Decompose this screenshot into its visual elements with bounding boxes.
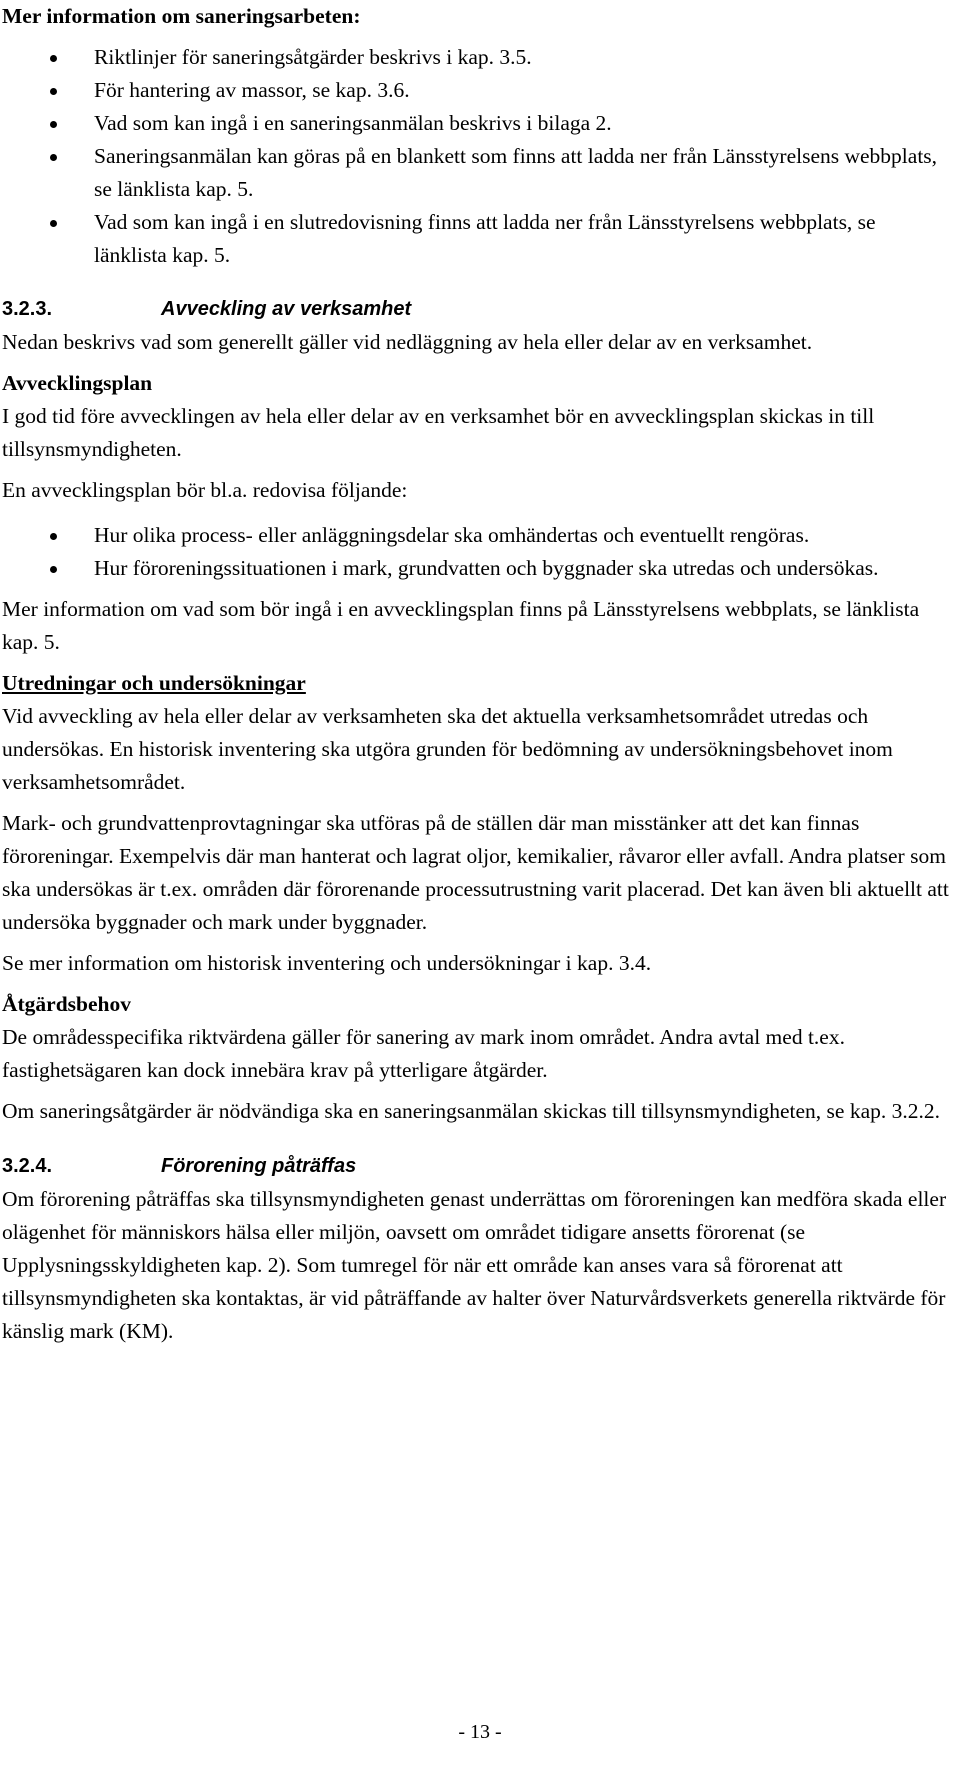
plan-more-info: Mer information om vad som bör ingå i en avvecklingsplan finns på Länsstyrelsens webbplats, se länklista kap. 5. — [2, 597, 920, 654]
section-title: Förorening påträffas — [161, 1155, 357, 1177]
document-page — [2, 0, 952, 1348]
investigations-text: Vid avveckling av hela eller delar av verksamheten ska det aktuella verksamhetsområdet utredas och undersökas. En historisk inventering ska utgöra grunden för bedömning av undersökningsbehovet inom verksamhetsområdet. — [2, 704, 893, 794]
measures-text: De områdesspecifika riktvärdena gäller för sanering av mark inom området. Andra avtal med t.ex. fastighetsägaren kan dock innebära krav på ytterligare åtgärder. — [2, 1025, 845, 1082]
investigations-heading-text: Utredningar och undersökningar — [2, 671, 306, 695]
plan-text: I god tid före avvecklingen av hela eller delar av en verksamhet bör en avvecklingsplan skickas in till tillsynsmyndigheten. — [2, 404, 875, 461]
section-intro: Nedan beskrivs vad som generellt gäller vid nedläggning av hela eller delar av en verksamhet. — [2, 330, 813, 354]
sampling-text: Mark- och grundvattenprovtagningar ska utföras på de ställen där man misstänker att det kan finnas föroreningar. Exempelvis där man hanterat och lagrat oljor, kemikalier, råvaror eller avfall. Andra platser som ska undersökas är t.ex. områden där förorenande processutrustning varit placerad. Det kan även bli aktuellt att undersöka byggnader och mark under byggnader. — [2, 811, 949, 934]
measures-notice: Om saneringsåtgärder är nödvändiga ska en saneringsanmälan skickas till tillsynsmyndigheten, se kap. 3.2.2. — [2, 1099, 941, 1123]
section-number: 3.2.4. — [2, 1155, 53, 1177]
plan-list-intro: En avvecklingsplan bör bl.a. redovisa följande: — [2, 478, 408, 502]
see-more-text: Se mer information om historisk inventering och undersökningar i kap. 3.4. — [2, 951, 652, 975]
section-324-text: Om förorening påträffas ska tillsynsmyndigheten genast underrättas om föroreningen kan medföra skada eller olägenhet för människors hälsa eller miljön, oavsett om området tidigare ansetts förorenat (se Upplysningsskyldigheten kap. 2). Som tumregel för när ett område kan anses vara så förorenat att tillsynsmyndigheten ska kontaktas, är vid påträffande av halter över Naturvårdsverkets generella riktvärde för känslig mark (KM). — [2, 1187, 947, 1343]
list-item: Hur olika process- eller anläggningsdelar ska omhändertas och eventuellt rengöras. — [2, 519, 952, 552]
subheading-measures: Åtgärdsbehov — [2, 992, 132, 1016]
plan-bullet-list — [2, 519, 952, 585]
list-item: Vad som kan ingå i en saneringsanmälan beskrivs i bilaga 2. — [2, 107, 952, 140]
list-item: Saneringsanmälan kan göras på en blankett som finns att ladda ner från Länsstyrelsens webbplats, se länklista kap. 5. — [2, 140, 952, 206]
list-item: Vad som kan ingå i en slutredovisning finns att ladda ner från Länsstyrelsens webbplats, se länklista kap. 5. — [2, 206, 952, 272]
list-item: Riktlinjer för saneringsåtgärder beskrivs i kap. 3.5. — [2, 41, 952, 74]
list-item: Hur föroreningssituationen i mark, grundvatten och byggnader ska utredas och undersökas. — [2, 552, 952, 585]
section-heading-324 — [2, 1150, 952, 1183]
subheading-investigations — [2, 667, 952, 700]
page-number: - 13 - — [458, 1721, 502, 1743]
info-heading: Mer information om saneringsarbeten: — [2, 4, 361, 28]
list-item: För hantering av massor, se kap. 3.6. — [2, 74, 952, 107]
info-bullet-list — [2, 41, 952, 272]
section-heading-323 — [2, 293, 952, 326]
section-number: 3.2.3. — [2, 298, 53, 320]
section-title: Avveckling av verksamhet — [161, 298, 412, 320]
subheading-avvecklingsplan: Avvecklingsplan — [2, 371, 153, 395]
